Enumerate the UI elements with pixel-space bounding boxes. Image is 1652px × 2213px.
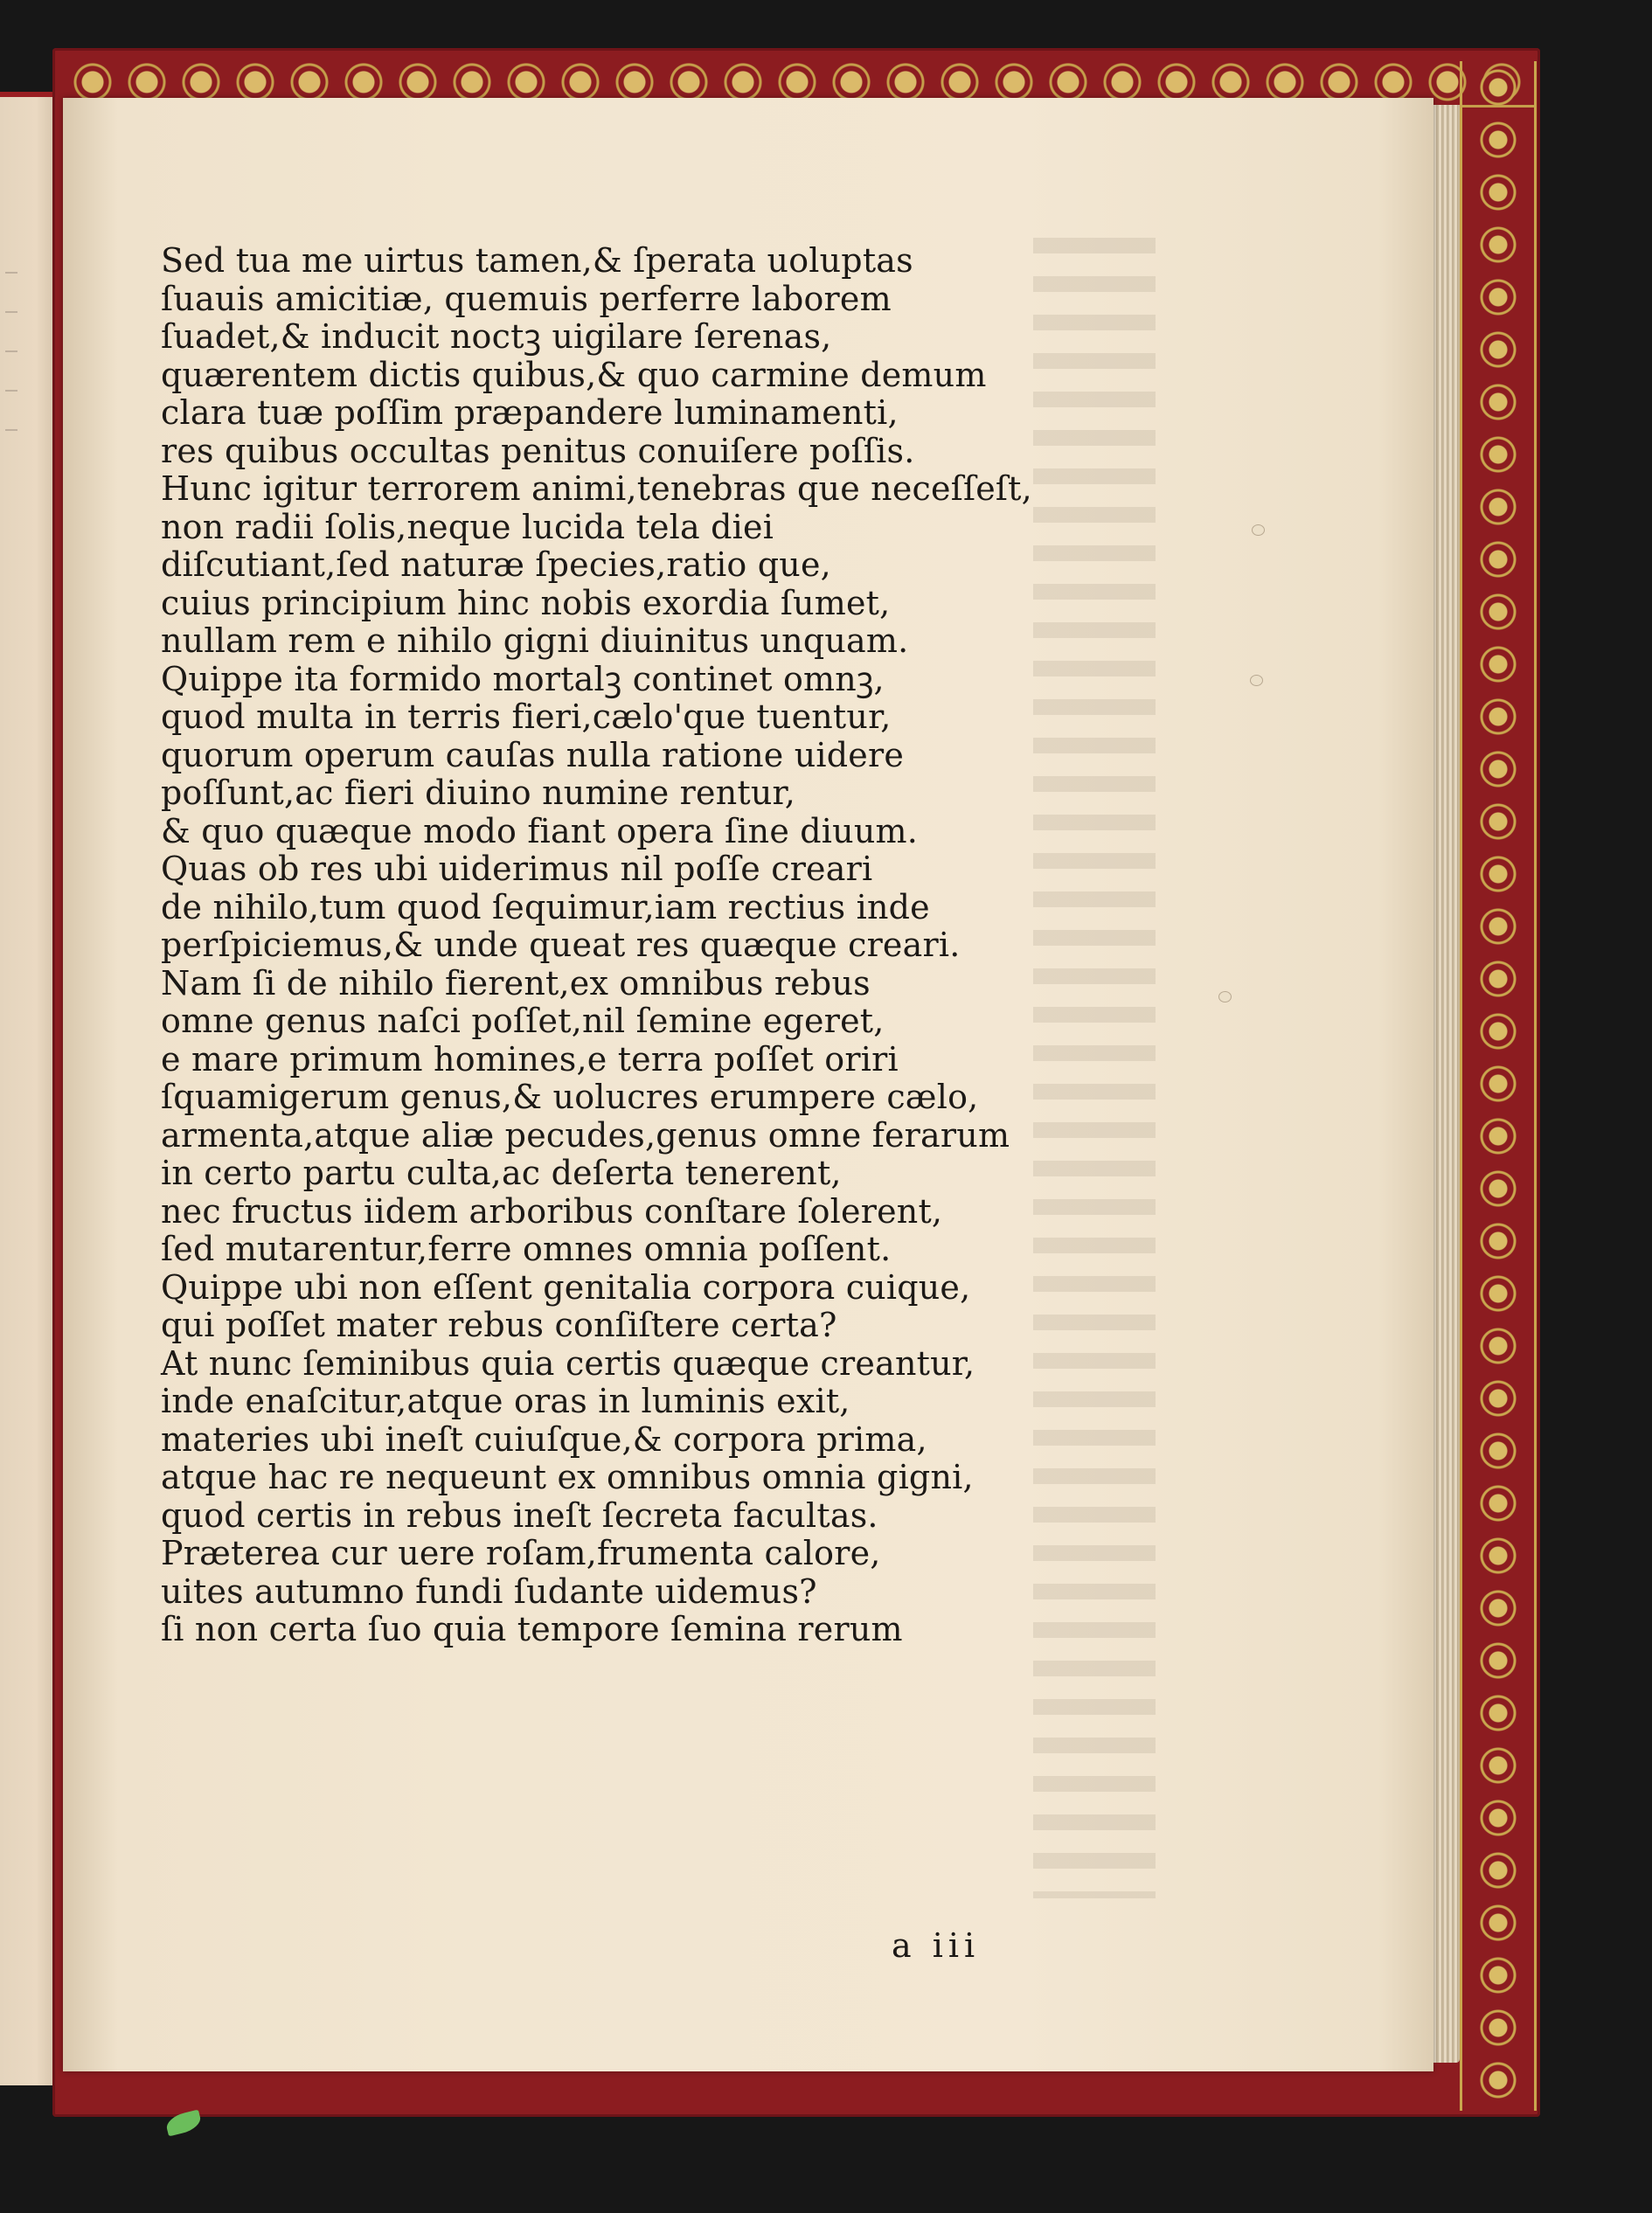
text-line: e mare primum homines,e terra poſſet oriri	[161, 1039, 899, 1079]
text-line: & quo quæque modo fiant opera ſine diuum.	[161, 811, 919, 850]
text-line: inde enaſcitur,atque oras in luminis exit,	[161, 1382, 850, 1420]
text-line: ſed mutarentur,ferre omnes omnia poſſent.	[161, 1230, 892, 1268]
text-line: perſpiciemus,& unde queat res quæque creari.	[161, 926, 961, 964]
text-line: nec fructus iidem arboribus conſtare ſolerent,	[161, 1191, 943, 1231]
text-block	[161, 242, 1105, 1649]
text-line: in certo partu culta,ac deſerta tenerent,	[161, 1154, 842, 1192]
text-line: Quippe ubi non eſſent genitalia corpora cuique,	[161, 1267, 971, 1307]
text-line: de nihilo,tum quod ſequimur,iam rectius inde	[161, 887, 930, 926]
text-line: Hunc igitur terrorem animi,tenebras que neceſſeſt,	[161, 469, 1032, 508]
text-line: materies ubi ineſt cuiuſque,& corpora prima,	[161, 1419, 927, 1459]
wormhole	[1252, 524, 1265, 536]
text-line: ſuadet,& inducit noctꝫ uigilare ſerenas,	[161, 317, 832, 356]
text-line: ſquamigerum genus,& uolucres erumpere cælo,	[161, 1078, 979, 1116]
text-line: res quibus occultas penitus conuiſere poſſis.	[161, 431, 915, 470]
text-line: ſi non certa ſuo quia tempore ſemina rerum	[161, 1610, 903, 1648]
text-line: Præterea cur uere roſam,frumenta calore,	[161, 1534, 881, 1572]
text-line: qui poſſet mater rebus conſiſtere certa?	[161, 1306, 837, 1344]
text-line: Quas ob res ubi uiderimus nil poſſe creari	[161, 850, 873, 888]
wormhole	[1250, 675, 1263, 686]
text-line: At nunc ſeminibus quia certis quæque creantur,	[161, 1343, 975, 1383]
text-line: diſcutiant,ſed naturæ ſpecies,ratio que,	[161, 545, 831, 584]
book-page	[63, 98, 1433, 2071]
text-line: non radii ſolis,neque lucida tela diei	[161, 507, 774, 546]
signature-mark: a iii	[892, 1926, 981, 1965]
text-line: ſuauis amicitiæ, quemuis perferre laborem	[161, 279, 892, 318]
text-line: atque hac re nequeunt ex omnibus omnia gigni,	[161, 1458, 974, 1496]
text-line: quærentem dictis quibus,& quo carmine demum	[161, 355, 987, 394]
gilt-border-right	[1460, 61, 1537, 2111]
text-line: nullam rem e nihilo gigni diuinitus unquam.	[161, 621, 909, 660]
text-line: omne genus naſci poſſet,nil ſemine egeret,	[161, 1002, 885, 1040]
text-line: poſſunt,ac fieri diuino numine rentur,	[161, 774, 796, 812]
text-line: cuius principium hinc nobis exordia ſumet,	[161, 583, 891, 622]
wormhole	[1218, 991, 1232, 1002]
text-line: clara tuæ poſſim præpandere luminamenti,	[161, 393, 899, 432]
text-line: Nam ſi de nihilo fierent,ex omnibus rebus	[161, 963, 871, 1002]
text-line: quod multa in terris fieri,cælo'que tuentur,	[161, 697, 892, 736]
text-line: uites autumno fundi ſudante uidemus?	[161, 1571, 817, 1611]
text-line: armenta,atque aliæ pecudes,genus omne ferarum	[161, 1115, 1010, 1155]
text-line: Quippe ita formido mortalꝫ continet omnꝫ,	[161, 659, 885, 698]
text-line: quorum operum cauſas nulla ratione uidere	[161, 735, 905, 774]
text-line: quod certis in rebus ineſt ſecreta facultas.	[161, 1495, 878, 1535]
text-line: Sed tua me uirtus tamen,& ſperata uoluptas	[161, 241, 913, 280]
